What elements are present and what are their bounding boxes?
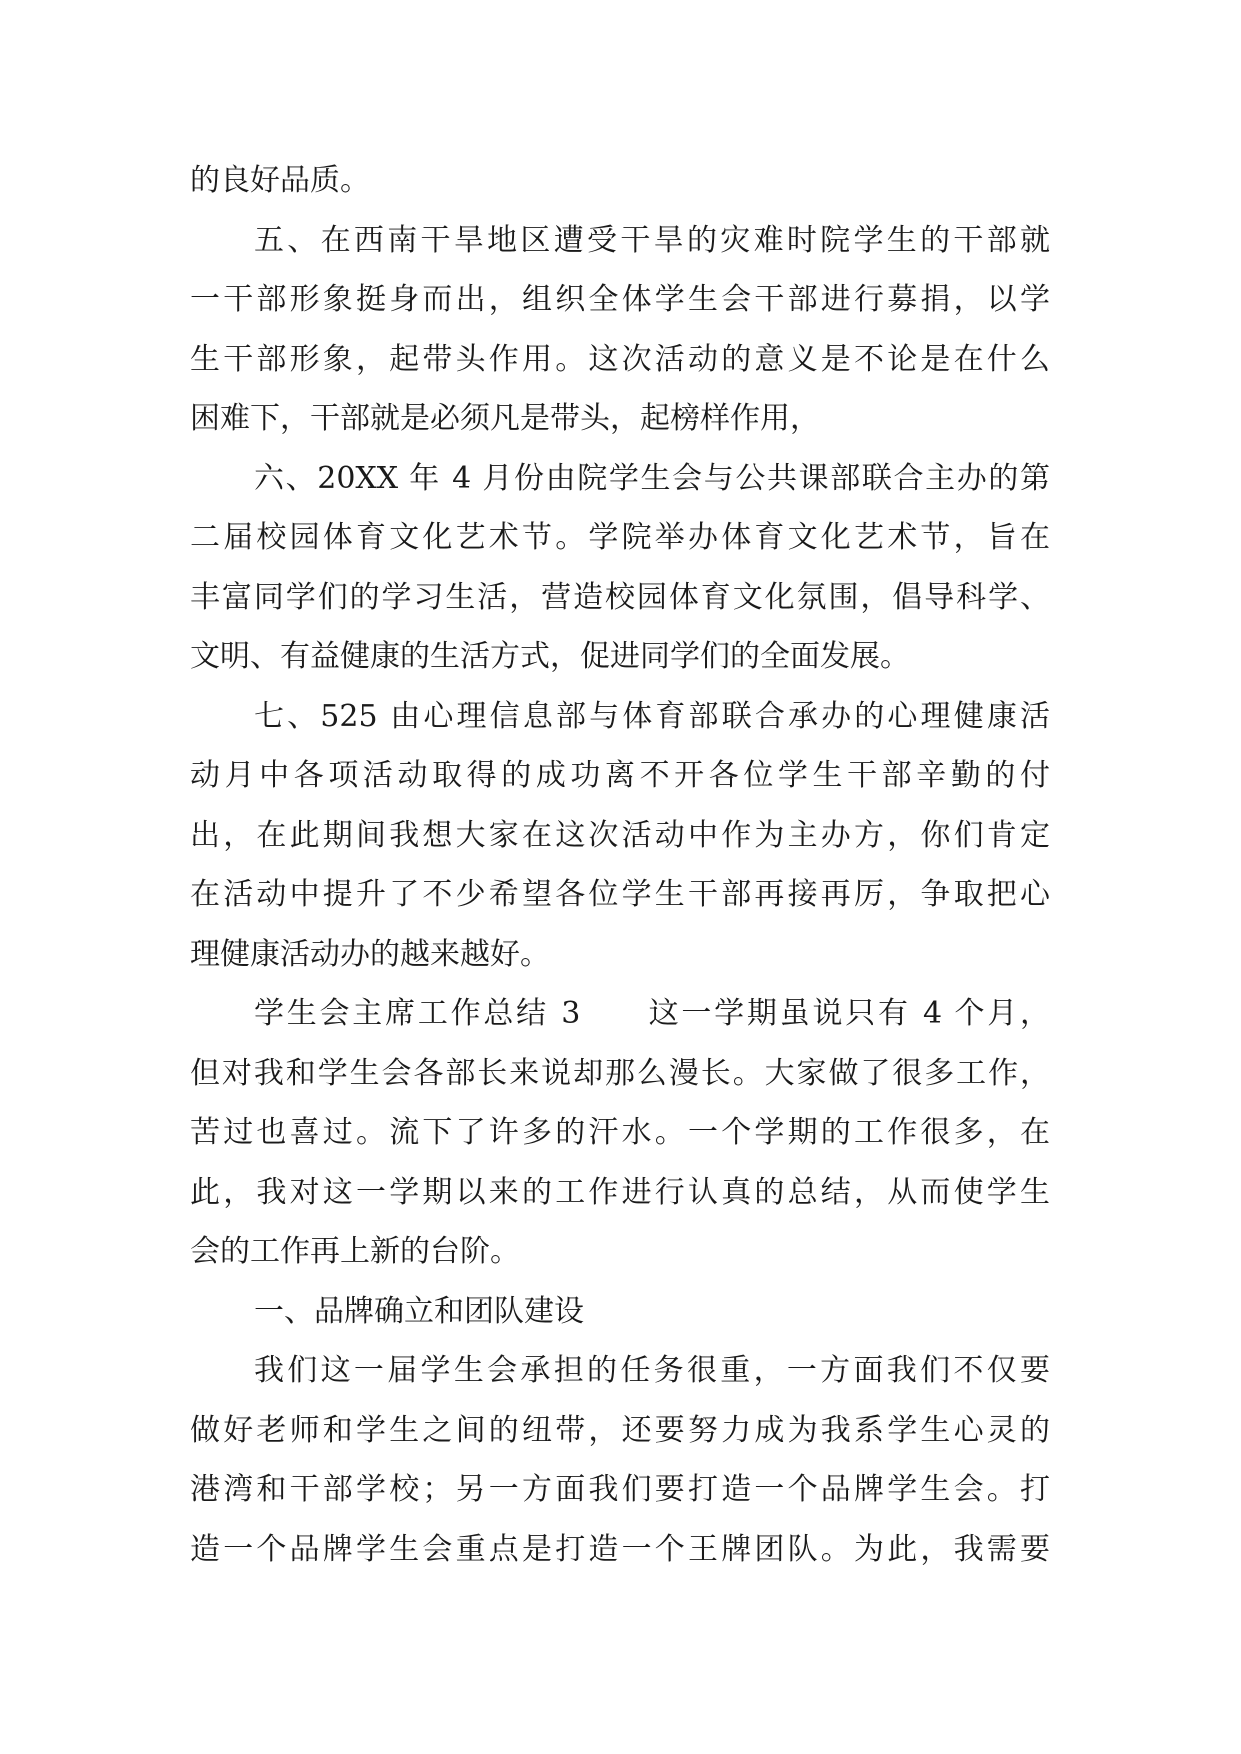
text-line: 丰富同学们的学习生活，营造校园体育文化氛围，倡导科学、: [190, 579, 1050, 615]
text-line: 文明、有益健康的生活方式，促进同学们的全面发展。: [190, 639, 910, 674]
text-line: 一干部形象挺身而出，组织全体学生会干部进行募捐，以学: [190, 282, 1050, 317]
text-line: 理健康活动办的越来越好。: [190, 936, 550, 972]
text-line: 动月中各项活动取得的成功离不开各位学生干部辛勤的付: [190, 758, 1050, 793]
text-line: 做好老师和学生之间的纽带，还要努力成为我系学生心灵的: [190, 1412, 1050, 1448]
text-line: 学生会主席工作总结 3 这一学期虽说只有 4 个月，: [254, 996, 1050, 1031]
text-line: 苦过也喜过。流下了许多的汗水。一个学期的工作很多，在: [190, 1115, 1050, 1150]
text-line: 港湾和干部学校；另一方面我们要打造一个品牌学生会。打: [190, 1472, 1050, 1507]
text-line: 但对我和学生会各部长来说却那么漫长。大家做了很多工作，: [190, 1055, 1050, 1091]
text-line: 造一个品牌学生会重点是打造一个王牌团队。为此，我需要: [190, 1531, 1050, 1567]
document-body: [190, 151, 1050, 1579]
text-line: 生干部形象，起带头作用。这次活动的意义是不论是在什么: [190, 341, 1050, 377]
text-line: 此，我对这一学期以来的工作进行认真的总结，从而使学生: [190, 1174, 1050, 1210]
text-line: 六、20XX 年 4 月份由院学生会与公共课部联合主办的第: [254, 460, 1050, 496]
text-line: 二届校园体育文化艺术节。学院举办体育文化艺术节，旨在: [190, 520, 1050, 555]
text-line: 五、在西南干旱地区遭受干旱的灾难时院学生的干部就: [254, 222, 1050, 258]
text-line: 的良好品质。: [190, 163, 370, 198]
text-line: 会的工作再上新的台阶。: [190, 1234, 520, 1269]
text-line: 一、品牌确立和团队建设: [254, 1293, 584, 1329]
text-line: 出，在此期间我想大家在这次活动中作为主办方，你们肯定: [190, 817, 1050, 853]
text-line: 七、525 由心理信息部与体育部联合承办的心理健康活: [254, 698, 1050, 734]
text-line: 我们这一届学生会承担的任务很重，一方面我们不仅要: [254, 1353, 1050, 1388]
text-line: 在活动中提升了不少希望各位学生干部再接再厉，争取把心: [190, 877, 1050, 912]
text-line: 困难下，干部就是必须凡是带头，起榜样作用，: [190, 401, 820, 436]
